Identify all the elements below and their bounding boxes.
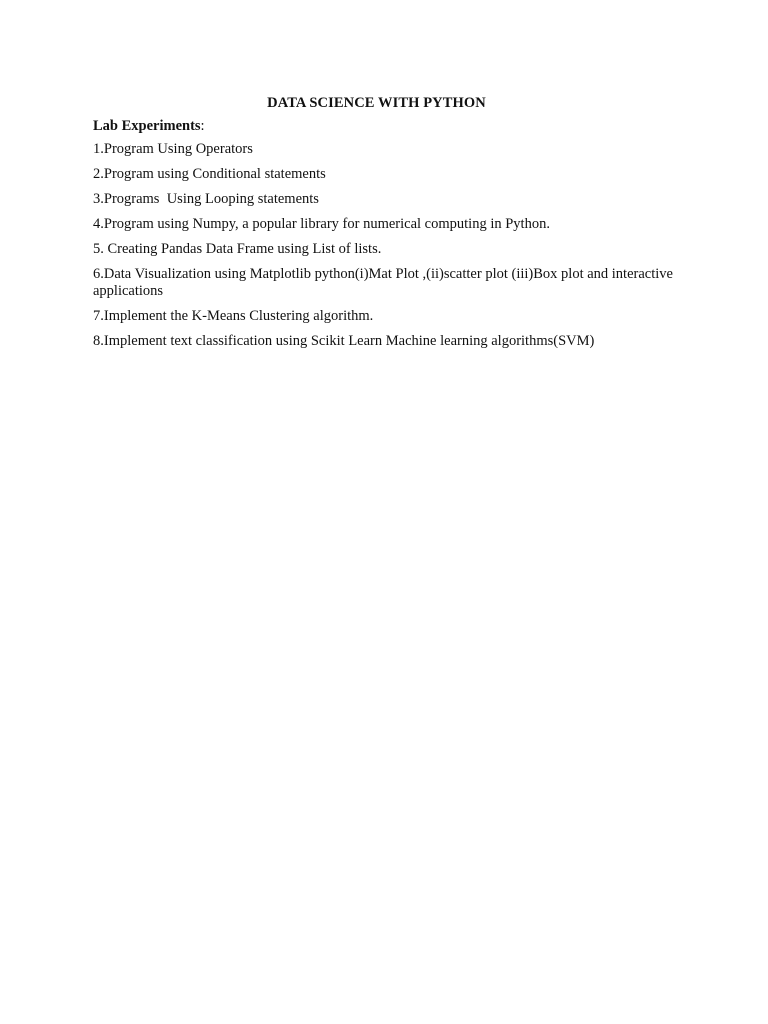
experiment-item-6: 6.Data Visualization using Matplotlib python(i)Mat Plot ,(ii)scatter plot (iii)Box plot and interactive applications bbox=[93, 266, 677, 299]
document-title: DATA SCIENCE WITH PYTHON bbox=[267, 95, 486, 111]
section-heading-label: Lab Experiments bbox=[93, 118, 201, 134]
experiment-item-4: 4.Program using Numpy, a popular library for numerical computing in Python. bbox=[93, 216, 550, 232]
experiment-item-3: 3.Programs Using Looping statements bbox=[93, 191, 319, 207]
experiment-item-7: 7.Implement the K-Means Clustering algorithm. bbox=[93, 308, 374, 324]
experiment-list bbox=[93, 141, 677, 358]
experiment-item-2: 2.Program using Conditional statements bbox=[93, 166, 326, 182]
section-heading bbox=[93, 117, 205, 135]
section-heading-colon: : bbox=[200, 118, 205, 134]
experiment-item-8: 8.Implement text classification using Scikit Learn Machine learning algorithms(SVM) bbox=[93, 333, 595, 349]
experiment-item-1: 1.Program Using Operators bbox=[93, 141, 253, 157]
experiment-item-5: 5. Creating Pandas Data Frame using List of lists. bbox=[93, 241, 382, 257]
